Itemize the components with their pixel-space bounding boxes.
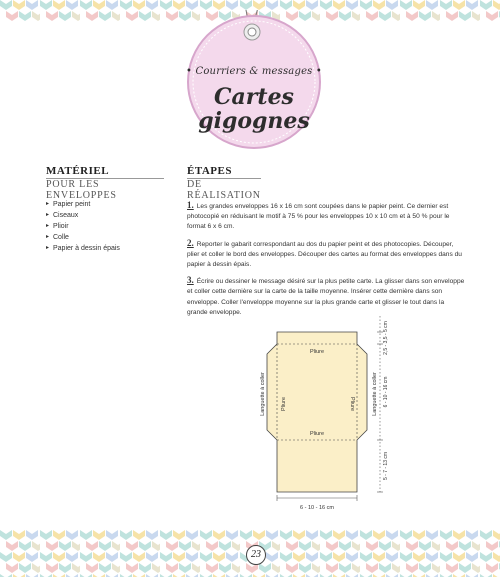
dimension-label-right-top: 2,5 - 3,5 - 5 cm [383, 321, 389, 355]
tab-label-left: Languette à coller [260, 372, 266, 416]
title-tag [184, 10, 324, 150]
list-item: ▸ Colle [46, 232, 120, 243]
materials-heading-rule [46, 178, 164, 179]
list-item: ▸ Ciseaux [46, 210, 120, 221]
steps-heading [187, 166, 261, 201]
step-number: 2. [187, 237, 194, 248]
fold-label-left: Pliure [281, 396, 287, 412]
fold-label-bottom: Pliure [309, 431, 325, 437]
list-item: ▸ Plioir [46, 221, 120, 232]
step-number: 3. [187, 275, 194, 286]
materials-list [46, 199, 120, 254]
steps-heading-line1: ÉTAPES [187, 165, 232, 177]
step-text: Reporter le gabarit correspondant au dos du papier peint et des photocopies. Découper, plier et coller le bord des enveloppes. Découper des cartes au format des enveloppes dans du papier à dessin épais. [187, 240, 462, 269]
tag-title-line2: gigognes [198, 108, 310, 134]
steps-list [187, 200, 465, 323]
tag-title-line1: Cartes [214, 84, 294, 110]
dimension-label-right-mid: 6 - 10 - 16 cm [383, 376, 389, 408]
fold-label-top: Pliure [309, 349, 325, 355]
steps-heading-line2: DE RÉALISATION [187, 179, 261, 201]
steps-heading-rule [187, 178, 261, 179]
dimension-label-bottom: 6 - 10 - 16 cm [300, 505, 334, 511]
fold-label-right: Pliure [349, 396, 355, 412]
step-1 [187, 200, 465, 233]
step-2 [187, 238, 465, 271]
tag-subtitle: • Courriers & messages • [186, 66, 322, 77]
step-text: Les grandes enveloppes 16 x 16 cm sont coupées dans le papier peint. Ce dernier est photocopié en réduisant le motif à 75 % pour les enveloppes 10 x 10 cm et à 50 % pour le format 6 x 6 cm. [187, 203, 450, 231]
list-item: ▸ Papier à dessin épais [46, 243, 120, 254]
envelope-template-diagram [255, 312, 395, 522]
materials-heading [46, 166, 164, 201]
tab-label-right: Languette à coller [372, 372, 378, 416]
materials-heading-line1: MATÉRIEL [46, 165, 110, 177]
step-number: 1. [187, 200, 194, 210]
step-text: Écrire ou dessiner le message désiré sur la plus petite carte. La glisser dans son enveloppe et coller cette dernière sur la carte de la taille moyenne. Insérer cette dernière dans son enveloppe. Coller l'enveloppe moyenne sur la plus grande carte et glisser le tout dans la grande enveloppe. [187, 278, 465, 316]
dimension-label-right-bottom: 5 - 7 - 13 cm [383, 451, 389, 481]
materials-heading-line2: POUR LES ENVELOPPES [46, 179, 117, 201]
list-item: ▸ Papier peint [46, 199, 120, 210]
page-number: 23 [246, 545, 266, 565]
